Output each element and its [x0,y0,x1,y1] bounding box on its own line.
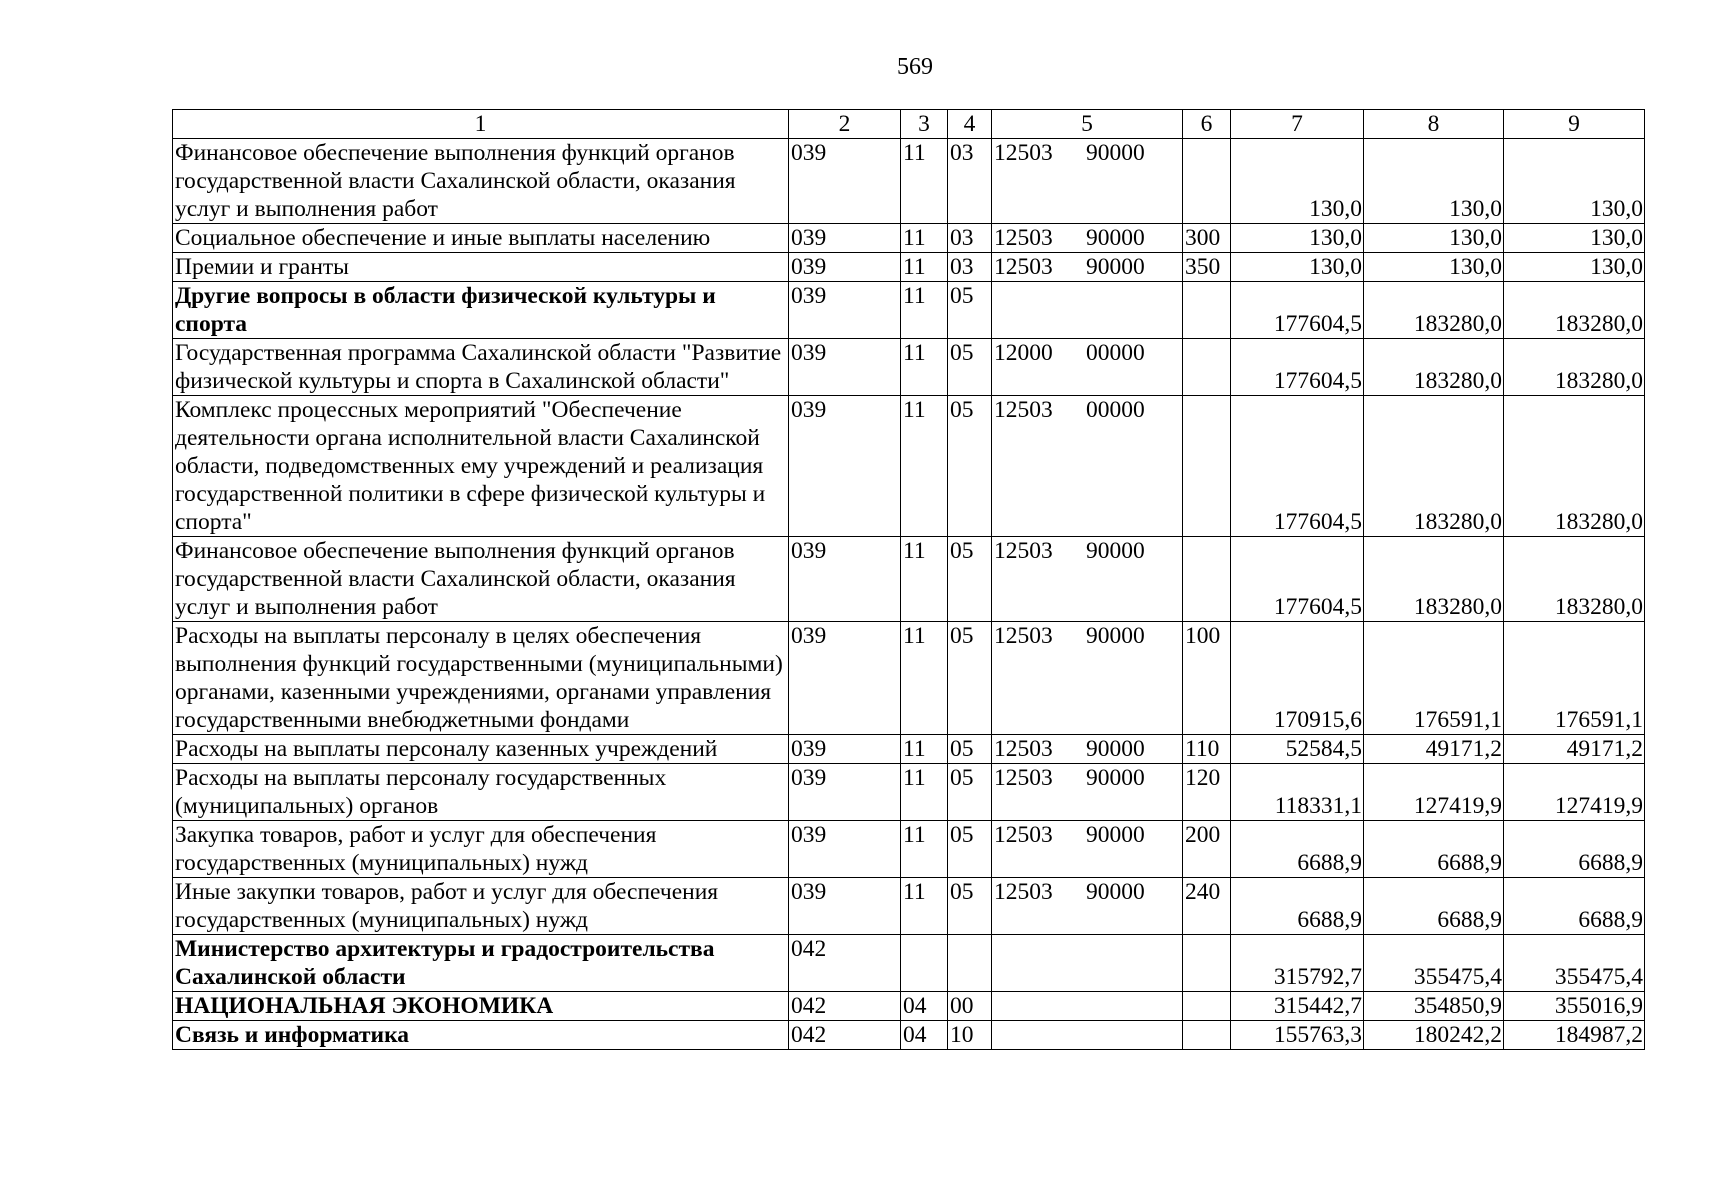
row-name-cell: Социальное обеспечение и иные выплаты населению [173,224,789,253]
header-cell: 5 [992,110,1183,139]
header-cell: 1 [173,110,789,139]
code-3-cell: 11 [901,622,948,735]
code-5-part-b: 90000 [1086,538,1145,564]
value-9-cell: 130,0 [1504,139,1645,224]
code-3-cell: 04 [901,992,948,1021]
code-4-cell: 03 [948,253,992,282]
table-row [173,622,1645,735]
code-5-part-a: 12000 [994,340,1053,366]
row-name-cell: Финансовое обеспечение выполнения функций органов государственной власти Сахалинской области, оказания услуг и выполнения работ [173,139,789,224]
table-row [173,992,1645,1021]
header-cell: 2 [789,110,901,139]
row-name-cell: Закупка товаров, работ и услуг для обеспечения государственных (муниципальных) нужд [173,821,789,878]
code-2-cell: 039 [789,821,901,878]
table-row [173,764,1645,821]
table-row [173,253,1645,282]
code-6-cell [1183,282,1231,339]
table-row [173,878,1645,935]
header-cell: 8 [1364,110,1504,139]
value-9-cell: 6688,9 [1504,821,1645,878]
code-3-cell: 11 [901,537,948,622]
code-6-cell: 350 [1183,253,1231,282]
code-5-part-a: 12503 [994,736,1053,762]
code-2-cell: 039 [789,735,901,764]
code-6-cell: 110 [1183,735,1231,764]
code-2-cell: 042 [789,935,901,992]
value-8-cell: 130,0 [1364,253,1504,282]
value-8-cell: 183280,0 [1364,396,1504,537]
row-name-cell: Комплекс процессных мероприятий "Обеспечение деятельности органа исполнительной власти Сахалинской области, подведомственных ему учреждений и реализация государственной политики в сфере физической культуры и спорта" [173,396,789,537]
header-cell: 9 [1504,110,1645,139]
table-row [173,735,1645,764]
table-row [173,537,1645,622]
code-5-part-b: 90000 [1086,623,1145,649]
row-name-cell: Другие вопросы в области физической культуры и спорта [173,282,789,339]
value-8-cell: 180242,2 [1364,1021,1504,1050]
code-4-cell: 03 [948,139,992,224]
code-4-cell [948,935,992,992]
code-5-part-a: 12503 [994,140,1053,166]
code-6-cell: 100 [1183,622,1231,735]
code-2-cell: 039 [789,622,901,735]
header-cell: 4 [948,110,992,139]
value-7-cell: 118331,1 [1231,764,1364,821]
code-5-part-a: 12503 [994,879,1053,905]
code-5-part-b: 90000 [1086,822,1145,848]
code-5-part-b: 90000 [1086,225,1145,251]
code-5-part-a: 12503 [994,225,1053,251]
code-3-cell: 11 [901,253,948,282]
value-8-cell: 355475,4 [1364,935,1504,992]
value-8-cell: 183280,0 [1364,282,1504,339]
code-2-cell: 039 [789,224,901,253]
header-cell: 3 [901,110,948,139]
value-8-cell: 183280,0 [1364,339,1504,396]
table-row [173,282,1645,339]
code-4-cell: 05 [948,537,992,622]
code-3-cell: 11 [901,282,948,339]
code-2-cell: 042 [789,992,901,1021]
row-name-cell: Расходы на выплаты персоналу государственных (муниципальных) органов [173,764,789,821]
code-3-cell: 11 [901,735,948,764]
code-6-cell [1183,1021,1231,1050]
value-7-cell: 170915,6 [1231,622,1364,735]
code-4-cell: 05 [948,764,992,821]
code-5-part-a: 12503 [994,623,1053,649]
value-8-cell: 354850,9 [1364,992,1504,1021]
value-8-cell: 176591,1 [1364,622,1504,735]
code-5-part-a: 12503 [994,397,1053,423]
code-5-part-b: 90000 [1086,254,1145,280]
row-name-cell: Государственная программа Сахалинской области "Развитие физической культуры и спорта в Сахалинской области" [173,339,789,396]
code-6-cell: 120 [1183,764,1231,821]
code-4-cell: 10 [948,1021,992,1050]
header-row [173,110,1645,139]
value-9-cell: 6688,9 [1504,878,1645,935]
code-3-cell: 11 [901,821,948,878]
code-5-cell [992,253,1183,282]
value-7-cell: 6688,9 [1231,821,1364,878]
code-4-cell: 05 [948,339,992,396]
row-name-cell: Иные закупки товаров, работ и услуг для обеспечения государственных (муниципальных) нужд [173,878,789,935]
code-3-cell: 11 [901,764,948,821]
code-5-cell [992,537,1183,622]
code-5-part-b: 90000 [1086,765,1145,791]
code-5-part-b: 90000 [1086,879,1145,905]
code-2-cell: 039 [789,253,901,282]
code-2-cell: 042 [789,1021,901,1050]
header-cell: 7 [1231,110,1364,139]
value-7-cell: 177604,5 [1231,282,1364,339]
code-4-cell: 05 [948,282,992,339]
budget-table [172,109,1645,1050]
code-4-cell: 05 [948,622,992,735]
page-number: 569 [897,54,933,80]
code-4-cell: 00 [948,992,992,1021]
code-3-cell: 11 [901,396,948,537]
code-3-cell: 11 [901,224,948,253]
code-2-cell: 039 [789,878,901,935]
code-5-part-b: 00000 [1086,340,1145,366]
code-6-cell [1183,339,1231,396]
code-6-cell [1183,396,1231,537]
value-7-cell: 177604,5 [1231,396,1364,537]
code-3-cell [901,935,948,992]
value-9-cell: 130,0 [1504,253,1645,282]
value-8-cell: 6688,9 [1364,878,1504,935]
header-cell: 6 [1183,110,1231,139]
value-7-cell: 177604,5 [1231,537,1364,622]
code-5-cell [992,622,1183,735]
code-6-cell: 300 [1183,224,1231,253]
table-row [173,339,1645,396]
row-name-cell: Премии и гранты [173,253,789,282]
code-5-part-b: 00000 [1086,397,1145,423]
code-6-cell [1183,139,1231,224]
code-6-cell: 200 [1183,821,1231,878]
value-9-cell: 355016,9 [1504,992,1645,1021]
value-9-cell: 183280,0 [1504,339,1645,396]
table-row [173,1021,1645,1050]
code-5-part-a: 12503 [994,765,1053,791]
row-name-cell: Связь и информатика [173,1021,789,1050]
code-5-part-a: 12503 [994,822,1053,848]
row-name-cell: Расходы на выплаты персоналу в целях обеспечения выполнения функций государственными (муниципальными) органами, казенными учреждениями, органами управления государственными внебюджетными фондами [173,622,789,735]
code-5-part-a: 12503 [994,254,1053,280]
value-8-cell: 6688,9 [1364,821,1504,878]
code-5-cell [992,935,1183,992]
row-name-cell: Расходы на выплаты персоналу казенных учреждений [173,735,789,764]
code-2-cell: 039 [789,339,901,396]
value-7-cell: 6688,9 [1231,878,1364,935]
row-name-cell: НАЦИОНАЛЬНАЯ ЭКОНОМИКА [173,992,789,1021]
code-3-cell: 11 [901,139,948,224]
code-2-cell: 039 [789,396,901,537]
value-9-cell: 127419,9 [1504,764,1645,821]
value-8-cell: 49171,2 [1364,735,1504,764]
table-row [173,821,1645,878]
value-9-cell: 183280,0 [1504,537,1645,622]
code-3-cell: 04 [901,1021,948,1050]
table-row [173,139,1645,224]
value-7-cell: 130,0 [1231,224,1364,253]
code-5-part-b: 90000 [1086,736,1145,762]
code-5-cell [992,282,1183,339]
code-6-cell: 240 [1183,878,1231,935]
code-2-cell: 039 [789,282,901,339]
code-5-cell [992,878,1183,935]
code-4-cell: 05 [948,396,992,537]
code-4-cell: 05 [948,878,992,935]
value-9-cell: 176591,1 [1504,622,1645,735]
code-5-part-b: 90000 [1086,140,1145,166]
code-4-cell: 05 [948,735,992,764]
code-5-cell [992,139,1183,224]
value-9-cell: 130,0 [1504,224,1645,253]
value-7-cell: 315442,7 [1231,992,1364,1021]
code-5-cell [992,339,1183,396]
table-row [173,396,1645,537]
code-6-cell [1183,935,1231,992]
value-9-cell: 184987,2 [1504,1021,1645,1050]
code-3-cell: 11 [901,339,948,396]
code-3-cell: 11 [901,878,948,935]
row-name-cell: Министерство архитектуры и градостроительства Сахалинской области [173,935,789,992]
value-8-cell: 127419,9 [1364,764,1504,821]
code-2-cell: 039 [789,537,901,622]
code-4-cell: 03 [948,224,992,253]
code-6-cell [1183,992,1231,1021]
code-2-cell: 039 [789,764,901,821]
value-8-cell: 130,0 [1364,224,1504,253]
code-5-cell [992,992,1183,1021]
value-7-cell: 52584,5 [1231,735,1364,764]
value-7-cell: 177604,5 [1231,339,1364,396]
value-9-cell: 49171,2 [1504,735,1645,764]
value-7-cell: 130,0 [1231,253,1364,282]
value-9-cell: 183280,0 [1504,282,1645,339]
value-8-cell: 130,0 [1364,139,1504,224]
value-7-cell: 315792,7 [1231,935,1364,992]
code-6-cell [1183,537,1231,622]
code-5-cell [992,224,1183,253]
row-name-cell: Финансовое обеспечение выполнения функций органов государственной власти Сахалинской области, оказания услуг и выполнения работ [173,537,789,622]
code-4-cell: 05 [948,821,992,878]
code-5-cell [992,764,1183,821]
code-5-cell [992,1021,1183,1050]
value-8-cell: 183280,0 [1364,537,1504,622]
code-2-cell: 039 [789,139,901,224]
table-row [173,935,1645,992]
value-7-cell: 130,0 [1231,139,1364,224]
code-5-cell [992,396,1183,537]
value-7-cell: 155763,3 [1231,1021,1364,1050]
code-5-cell [992,735,1183,764]
code-5-part-a: 12503 [994,538,1053,564]
table-row [173,224,1645,253]
value-9-cell: 355475,4 [1504,935,1645,992]
code-5-cell [992,821,1183,878]
value-9-cell: 183280,0 [1504,396,1645,537]
